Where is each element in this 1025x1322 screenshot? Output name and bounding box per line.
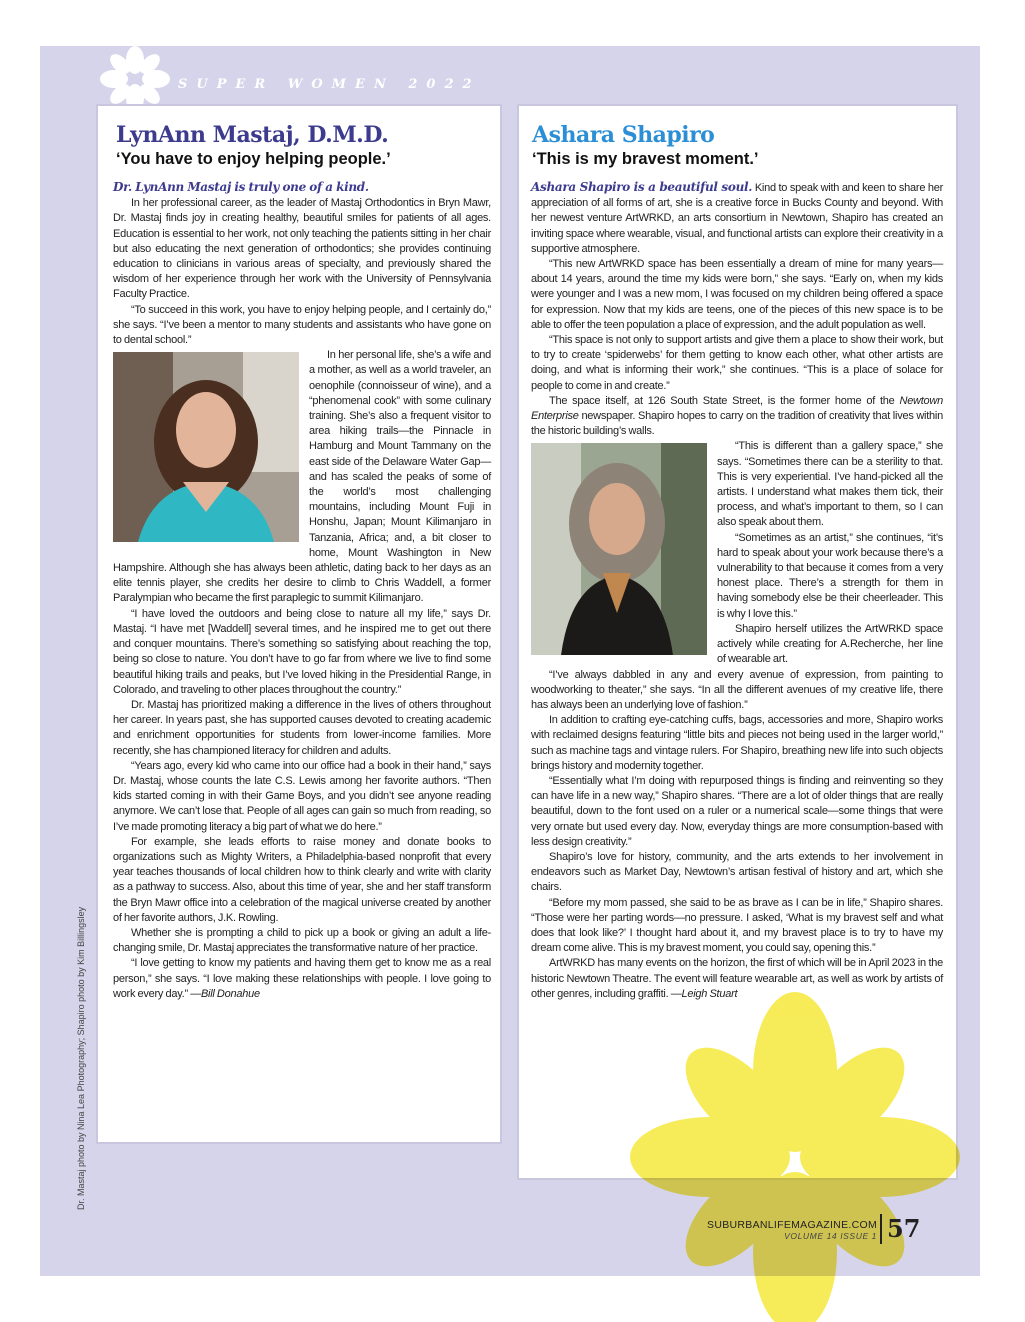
photo-credit: Dr. Mastaj photo by Nina Lea Photography; Shapiro photo by Kim Billingsley xyxy=(76,906,86,1210)
paragraph: Kind to speak with and keen to share her appreciation of all forms of art, she is a creative force in Bucks County and beyond. With her newest venture ArtWRKD, an arts consortium in Newtown, Shapiro has created an inviting space where wearable, visual, and functional artists can explore their creativity in a supportive atmosphere. xyxy=(531,182,943,255)
paragraph: Whether she is prompting a child to pick up a book or giving an adult a life-changing smile, Dr. Mastaj appreciates the transformative nature of her practice. xyxy=(113,926,491,955)
flower-icon xyxy=(100,46,170,112)
paragraph: In her professional career, as the leader of Mastaj Orthodontics in Bryn Mawr, Dr. Mastaj finds joy in creating healthy, beautiful smiles for patients of all ages. Education is essential to her work, not only teaching the patients sitting in her chair but also educating the next generation of orthodontics; she provides continuing education to clinicians in various areas of specialty, and previously shared the wisdom of her experience through her work with the University of Pennsylvania Faculty Practice. xyxy=(113,197,491,301)
profile-quote: ‘You have to enjoy helping people.’ xyxy=(116,150,391,168)
paragraph: “Before my mom passed, she said to be as brave as I can be in life,” Shapiro shares. “Those were her parting words—no pressure. I asked, ‘What is my bravest self and what does that look like?’ I thought hard about it, and my bravest place is to try to have my dream come alive. This is my bravest moment, you could say, opening this.” xyxy=(531,896,943,955)
profile-lynann-mastaj xyxy=(96,104,502,1144)
article-body xyxy=(531,180,943,1002)
paragraph: “I love getting to know my patients and having them get to know me as a real person,” she says. “I love making these relationships with people. I love going to work every day.” xyxy=(113,957,491,1000)
paragraph: Shapiro herself utilizes the ArtWRKD space actively while creating for A.Recherche, her line of wearable art. xyxy=(717,622,943,666)
volume-issue: VOLUME 14 ISSUE 1 xyxy=(784,1231,877,1241)
paragraph: “This new ArtWRKD space has been essentially a dream of mine for many years—about 14 years, around the time my kids were born,” she says. “Early on, when my kids were younger and I was a new mom, I was focused on my children being offered a space for expression. Now that my kids are teens, one of the pieces of this new space is to be able to offer the teen population a place of expression, and the adult population as well. xyxy=(531,258,943,331)
portrait-photo xyxy=(113,352,299,542)
byline: —Leigh Stuart xyxy=(670,987,738,1000)
profile-quote: ‘This is my bravest moment.’ xyxy=(532,150,759,168)
section-header: SUPER WOMEN 2022 xyxy=(178,77,481,92)
profile-name: LynAnn Mastaj, D.M.D. xyxy=(116,122,389,148)
page-footer xyxy=(707,1219,877,1241)
paragraph-part: The space itself, at 126 South State Street, is the former home of the xyxy=(549,394,900,407)
profile-name: Ashara Shapiro xyxy=(532,122,715,148)
publication-name: Newtown Enterprise xyxy=(531,394,943,423)
paragraph: “Years ago, every kid who came into our office had a book in their hand,” says Dr. Mastaj, whose counts the late C.S. Lewis among her favorite authors. “Then kids started coming in with their Game Boys, and you didn’t see anyone reading anymore. We can’t lose that. People of all ages can gain so much from reading, so I’ve made promoting literacy a big part of what we do here.” xyxy=(113,759,491,833)
paragraph: “I’ve always dabbled in any and every avenue of expression, from painting to woodworking to theater,” she says. “In all the different avenues of my creative life, there has always been an underlying love of fashion.” xyxy=(531,668,943,711)
portrait-photo xyxy=(531,443,707,655)
yellow-flower-icon xyxy=(630,992,960,1322)
lead-sentence: Ashara Shapiro is a beautiful soul. xyxy=(531,180,753,194)
paragraph: “Sometimes as an artist,” she continues, “it’s hard to speak about your work because there’s a vulnerability to that because it comes from a very honest place. There’s a strength for them in having somebody else be their cheerleader. This is why I love this.” xyxy=(717,531,943,620)
paragraph: ArtWRKD has many events on the horizon, the first of which will be in April 2023 in the historic Newtown Theatre. The event will feature wearable art, as well as work by artists of other genres, including graffiti. xyxy=(531,957,943,1000)
paragraph: “This space is not only to support artists and give them a place to show their work, but to try to create ‘spiderwebs’ for them getting to know each other, what other artists are doing, and what is informing their work,” she continues. “This is a place of solace for people to come in and create.” xyxy=(531,334,943,392)
byline: —Bill Donahue xyxy=(190,987,260,1000)
paragraph: Dr. Mastaj has prioritized making a difference in the lives of others throughout her career. In years past, she has supported causes devoted to creating academic and enrichment opportunities for students from lower-income families. More recently, she has championed literacy for children and adults. xyxy=(113,698,491,757)
paragraph: In her personal life, she’s a wife and a mother, as well as a world traveler, an oenophile (connoisseur of wine), and a “phenomenal cook” with some culinary training. She’s also a frequent visitor to area hiking trails—the Pinnacle in Hamburg and Mount Tammany on the east side of the Delaware Water Gap—and has scaled the peaks of some of the world’s most challenging mountains, including Mount Fuji in Honshu, Japan; Mount Kilimanjaro in Tanzania, Africa; and, a bit closer to home, Mount Washington in New Hampshire. Although she has always been athletic, dating back to her days as an elite tennis player, she credits her desire to climb to Chris Waddell, a former Paralympian who became the first paraplegic to summit Kilimanjaro. xyxy=(113,349,491,605)
paragraph: “Essentially what I’m doing with repurposed things is finding and reinventing so they can have life in a new way,” Shapiro shares. “There are a lot of older things that are really beautiful, down to the font used on a ruler or a numerical scale—some things that were very ornate but used every day. Now, everyday things are more consumption-based with less design creativity.” xyxy=(531,774,943,848)
article-body xyxy=(113,180,491,1002)
website: SUBURBANLIFEMAGAZINE.COM xyxy=(707,1219,877,1231)
paragraph: “I have loved the outdoors and being close to nature all my life,” says Dr. Mastaj. “I have met [Waddell] several times, and he inspired me to get out there and conquer mountains. There’s something so satisfying about reaching the top, being so close to nature. You don’t have to go far from where we live to find some beautiful hiking trails and peaks, but I’ve loved hiking in the Presidential Range, in Colorado, and traveling to other places throughout the country.” xyxy=(113,607,491,696)
page-number: 57 xyxy=(880,1214,920,1244)
paragraph: “This is different than a gallery space,” she says. “Sometimes there can be a sterility to that. This is very experiential. I’ve hand-picked all the artists. I understand what makes them tick, their process, and what’s important to them, so I can also speak about them. xyxy=(717,440,943,529)
paragraph: For example, she leads efforts to raise money and donate books to organizations such as Mighty Writers, a Philadelphia-based nonprofit that every year teaches thousands of local children how to think clearly and write with clarity as a pathway to success. Also, about this time of year, she and her staff transform the Bryn Mawr office into a celebration of the magical universe created by another of her favorite authors, J.K. Rowling. xyxy=(113,835,491,924)
paragraph-part: newspaper. Shapiro hopes to carry on the tradition of creativity that lives within the historic building’s walls. xyxy=(531,410,943,438)
paragraph: Shapiro’s love for history, community, and the arts extends to her involvement in endeavors such as Market Day, Newtown’s artisan festival of history and art, which she chairs. xyxy=(531,850,943,894)
lead-sentence: Dr. LynAnn Mastaj is truly one of a kind. xyxy=(113,180,369,194)
paragraph: “To succeed in this work, you have to enjoy helping people, and I certainly do,” she says. “I’ve been a mentor to many students and assistants who have gone on to dental school.” xyxy=(113,303,491,347)
paragraph: In addition to crafting eye-catching cuffs, bags, accessories and more, Shapiro works with reclaimed designs featuring “little bits and pieces not being used in the larger world,” such as machine tags and vintage rulers. For Shapiro, breathing new life into such objects brings history and modernity together. xyxy=(531,714,943,772)
